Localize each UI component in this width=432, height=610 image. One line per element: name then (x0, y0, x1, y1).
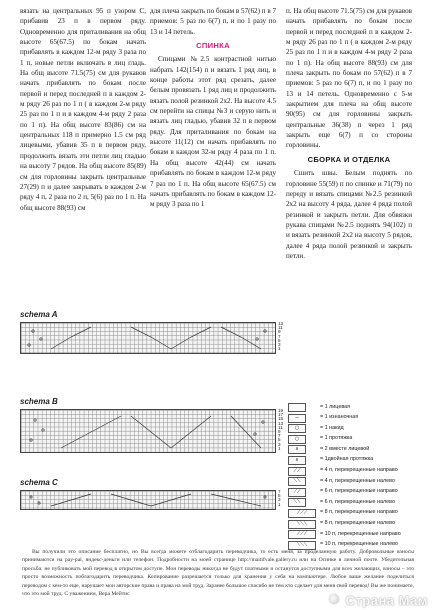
legend-item: ∧ = 1двойная протяжка (288, 455, 416, 466)
translator-note (22, 548, 414, 598)
section-heading-assembly: СБОРКА И ОТДЕЛКА (307, 154, 391, 164)
text-column-1 (20, 6, 146, 213)
schema-a-motifs (21, 323, 275, 353)
schema-b (16, 397, 286, 477)
text-column-3 (286, 6, 412, 261)
schema-b-label: schema B (20, 397, 58, 406)
cable-left-symbol-icon: ⟍⟍ (288, 477, 306, 486)
legend-item: ⟍⟍ = 4 п, перекрещенные налево (288, 476, 416, 487)
legend-item: ⟍⟍⟍ = 8 п, перекрещенные налево (288, 519, 416, 530)
cable-right-symbol-icon: ⟋⟋ (288, 467, 306, 476)
schema-b-grid (20, 409, 276, 453)
cable-right-symbol-icon: ⟋⟋⟋ (288, 530, 316, 539)
schema-c-grid (20, 490, 276, 510)
legend-item: ⟍⟍⟍ = 10 п, перекрещенные налево (288, 540, 416, 551)
text-column-2 (150, 6, 276, 210)
schema-b-row-numbers: 19 17 15 13 11 9 7 5 3 1 (278, 408, 284, 451)
slip-symbol-icon: ○ (288, 435, 306, 444)
schema-a-row-numbers: 13 11 9 7 5 3 1 (278, 321, 284, 352)
k2tog-symbol-icon: ∧ (288, 445, 306, 454)
body-paragraph: Сшить швы. Белым поднять по горловине 55(59) п по спинке и 71(79) по переду и вязать спицами №2.5 резинкой 2х2 на высоту 4 ряда, далее 4 ряда полой резинкой и закрыть петли. Для обвязки рукава спицами №2.5 поднять 94(102) п и вязать резинкой 2х2 на высоту 5 рядов, далее 4 ряда полой резинкой и закрыть петли. (286, 169, 412, 260)
legend-item: ○ = 1 протяжка (288, 434, 416, 445)
cable-left-symbol-icon: ⟍⟍⟍ (288, 541, 316, 550)
knit-symbol-icon (288, 403, 306, 412)
double-slip-symbol-icon: ∧ (288, 456, 306, 465)
legend-item: ⟋⟋ = 6 п, перекрещенные направо (288, 487, 416, 498)
schema-a-grid (20, 322, 276, 354)
cable-left-symbol-icon: ⟍⟍ (288, 498, 306, 507)
legend-item: ⟍⟍ = 6 п, перекрещенные налево (288, 497, 416, 508)
legend-item: ○ = 1 накид (288, 423, 416, 434)
body-paragraph: п. На общ высоте 71.5(75) см для рукавов начать прибавлять по бокам после первой и перед последней п в каждом 2-м ряду 26 раз по 1 п ( в каждом 2-м ряду 25 раз по 1 п и в каждом 4-м ряду 2 раза по 1 п). На общ высоте 88(93) см для плеча закрыть по бокам по 57(62) п в 7 приемов: 5 раз по 6(7) п, и по 1 разу по 13 и 14 петель. Одновременно с 5-м закрытием для плеча на общ высоте 90(95) см для горловины закрыть центральные 36(38) п через 1 ряд закрыть еще 6(7) п со стороны горловины. (286, 7, 412, 150)
section-heading-back: СПИНКА (196, 41, 230, 51)
legend-item: ⟋⟋⟋ = 10 п, перекрещенные направо (288, 529, 416, 540)
body-paragraph: Спицами №2.5 контрастной нитью набрать 142(154) п и вязать 1 ряд лиц, в конце работы этот ряд срезать, далее белым провязать 1 ряд лиц и продолжить вязать полой резинкой 2х2. На высоте 4.5 см перейти на спицы №3 и серую нить и вязать лиц гладью, убавив 32 п в первом ряду. Для приталивания по бокам на высоте 11(12) см начать прибавлять по бокам в каждом 32-м ряду 4 раза по 1 п. На общ высоте 42(44) см начать прибавлять по бокам в каждом 12-м ряду 7 раз по 1 п. На общ высоте 65(67.5) см начать прибавлять по бокам в каждом 12-м ряду 3 раза по 1 (150, 55, 276, 209)
legend-item: ⟋⟋⟋ = 8 п, перекрещенные направо (288, 508, 416, 519)
schema-a-label: schema A (20, 310, 58, 319)
schema-c-row-numbers: 7 5 3 1 (278, 489, 281, 507)
watermark-logo-icon (329, 594, 339, 604)
legend-item: ⟋⟋ = 4 п, перекрещенные направо (288, 466, 416, 477)
legend-item: − = 1 изнаночная (288, 413, 416, 424)
footer-paragraph: Вы получили это описание бесплатно, но Вы всегда можете отблагодарить переводчика, то есть меня, за проделанную работу. Добровольные взносы принимаются на pay-pal, яндекс-деньги или телефон. Подробности на моей странице http://maitifvale.gallery.ru или на Осинке в личной почте. Убедительная просьба: не публиковать мой перевод в открытом доступе. Мои переводы никогда не будут платными и останутся доступными для всех желающих, взносы – это просто возможность поблагодарить переводчика. Копирование разрешается только для хранения у себя на компьютере. Любое ваше желание поделиться переводом с кем-то еще, нарушает мои авторские права и права на мой труд. Заранее большое спасибо не тем кто сделает для меня свой перевод! Вы же понимаете, что это мой труд. С уважением, Вера Мейтис (22, 549, 414, 598)
legend-item: ∧ = 2 вместе лицевой (288, 444, 416, 455)
schema-c-label: schema C (20, 478, 58, 487)
cable-right-symbol-icon: ⟋⟋⟋ (288, 509, 316, 518)
cable-left-symbol-icon: ⟍⟍⟍ (288, 520, 316, 529)
body-paragraph: вязать на центральных 95 п узором С, прибавив 23 п в первом ряду. Одновременно для приталивания на общ высоте 65(67.5) по бокам начать прибавлять в каждом 12-м ряду 3 раза по 1 п, новые петли включать в лиц гладь. На общ высоте 71.5(75) см для рукавов начать прибавлять по бокам после первой и перед последней п в каждом 2-м ряду 26 раз по 1 п ( в каждом 2-м ряду 25 раз по 1 п и в каждом 4-м ряду 2 раза по 1 п). На общ высоте 83(86) см на центральных 118 п примерно 1.5 см ряд лицевыми, убавив 35 п в первом ряду, продолжить вязать эти петли лиц гладью на высоту 7 рядов. На общ высоте 85(89) см для горловины закрыть центральные 27(29) п и далее закрывать в каждом 2-м ряду 4 п, 2 раза по 2 п, 5(6) раз по 1 п. На общ высоте 88(93) см (20, 7, 146, 212)
legend-item: = 1 лицевая (288, 402, 416, 413)
schema-c (16, 478, 286, 540)
yarn-over-symbol-icon: ○ (288, 424, 306, 433)
schema-b-motifs (21, 410, 275, 452)
schema-c-motifs (21, 491, 275, 509)
watermark: Страна Мам (345, 593, 428, 608)
schema-a (16, 310, 286, 390)
symbol-legend (288, 402, 416, 550)
body-paragraph: для плеча закрыть по бокам в 57(62) п в 7 приемов: 5 раз по 6(7) п, и по 1 разу по 13 и 14 петель. (150, 7, 276, 36)
cable-right-symbol-icon: ⟋⟋ (288, 488, 306, 497)
purl-symbol-icon: − (288, 414, 306, 423)
